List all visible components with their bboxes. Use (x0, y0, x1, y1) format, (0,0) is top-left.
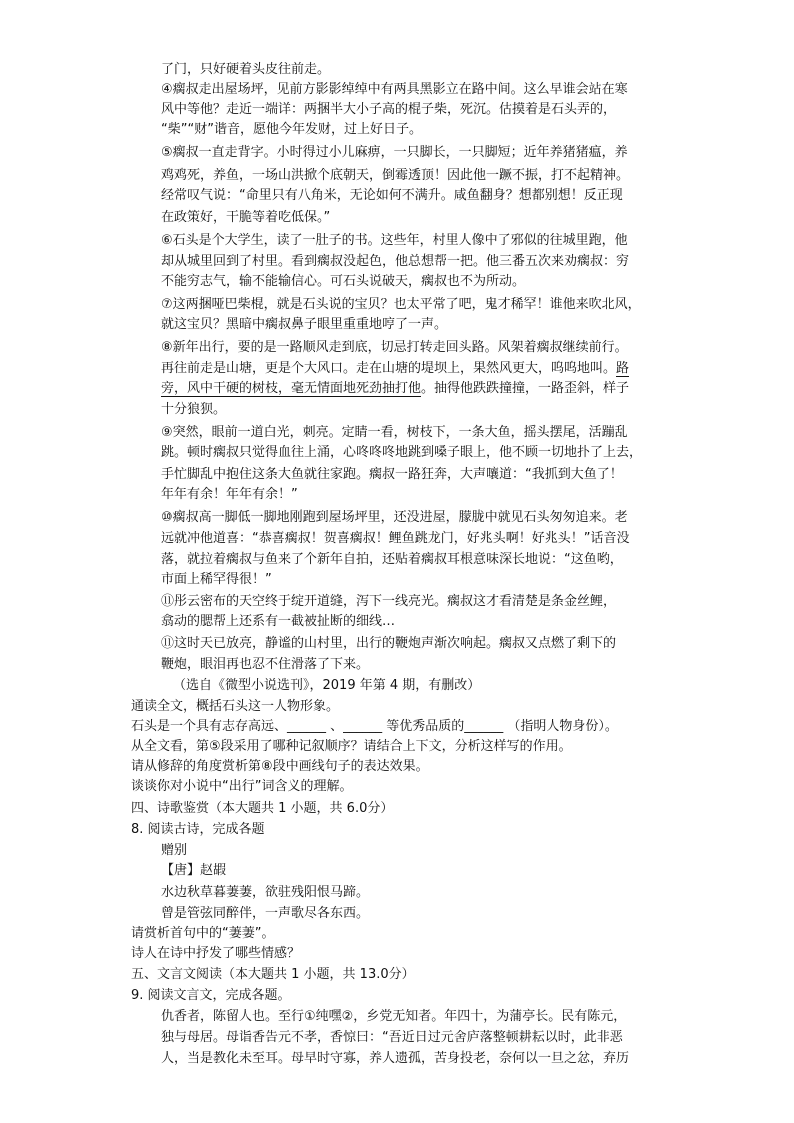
question-8: 8. 阅读古诗，完成各题 (131, 822, 265, 837)
text-line: 跳。顿时瘸叔只觉得血往上涌，心咚咚咚地跳到嗓子眼上，他不顾一切地扑了上去， (161, 445, 643, 460)
paragraph-6: ⑥石头是个大学生，读了一肚子的书。这些年，村里人像中了邪似的往城里跑，他 (161, 233, 628, 248)
text-line: 鸡鸡死，养鱼，一场山洪掀个底朝天，倒霉透顶！因此他一蹶不振，打不起精神。 (161, 168, 630, 183)
text-line: 年年有余！年年有余！” (161, 487, 298, 502)
poem-title: 赠别 (161, 843, 188, 858)
question-8-2: 诗人在诗中抒发了哪些情感？ (131, 946, 301, 961)
text-line: 却从城里回到了村里。看到瘸叔没起色，他总想帮一把。他三番五次来劝瘸叔：穷 (161, 254, 630, 269)
paragraph-4: ④瘸叔走出屋场坪，见前方影影绰绰中有两具黑影立在路中间。这么早谁会站在寒 (161, 82, 628, 97)
question-3: 请从修辞的角度赏析第⑧段中画线句子的表达效果。 (131, 759, 429, 774)
classical-text-line: 人，当是教化未至耳。母早时守寡，养人遗孤，苦身投老，奈何以一旦之忿，弃历 (161, 1051, 630, 1066)
text-line: 不能穷志气，输不能输信心。可石头说破天，瘸叔也不为所动。 (161, 274, 526, 289)
paragraph-8: ⑧新年出行，要的是一路顺风走到底，切忌打转走回头路。风架着瘸叔继续前行。 (161, 340, 628, 355)
question-9: 9. 阅读文言文，完成各题。 (131, 988, 291, 1003)
question-2: 从全文看，第⑤段采用了哪种记叙顺序？请结合上下文，分析这样写的作用。 (131, 739, 572, 754)
paragraph-10: ⑩瘸叔高一脚低一脚地刚跑到屋场坪里，还没进屋，朦胧中就见石头匆匆追来。老 (161, 510, 628, 525)
text-line: 了门，只好硬着头皮往前走。 (161, 62, 331, 77)
text-line: “柴”“财”谐音，愿他今年发财，过上好日子。 (161, 122, 422, 137)
question-1: 通读全文，概括石头这一人物形象。 (131, 699, 340, 714)
text-line: 落，就拉着瘸叔与鱼来了个新年自拍，还贴着瘸叔耳根意味深长地说：“这鱼哟， (161, 552, 623, 567)
text-line: 再往前走是山塘，更是个大风口。走在山塘的堤坝上，果然风更大，呜呜地叫。路 (161, 361, 630, 376)
classical-text-line: 仇香者，陈留人也。至行①纯嘿②，乡党无知者。年四十，为蒲亭长。民有陈元， (161, 1009, 627, 1024)
question-1-fill: 石头是一个具有志存高远、______ 、______ 等优秀品质的______ （指明人物身份）。 (131, 719, 618, 734)
section-heading-poetry: 四、诗歌鉴赏（本大题共 1 小题，共 6.0分） (131, 801, 394, 816)
text-span: 。抽得他跌跌撞撞，一路歪斜，样子 (421, 381, 630, 396)
poem-line: 水边秋草暮萋萋，欲驻残阳恨马蹄。 (161, 885, 370, 900)
paragraph-11: ⑪彤云密布的天空终于绽开道缝，泻下一线亮光。瘸叔这才看清楚是条金丝鲤， (161, 594, 617, 609)
underlined-sentence-start: 路 (616, 361, 630, 376)
text-line: 鞭炮，眼泪再也忍不住滑落了下来。 (161, 657, 370, 672)
text-line: 风中等他？走近一端详：两捆半大小子高的棍子柴，死沉。估摸着是石头弄的， (161, 102, 617, 117)
poem-line: 曾是管弦同醉伴，一声歌尽各东西。 (161, 906, 370, 921)
text-line: 十分狼狈。 (161, 402, 227, 417)
text-line: 经常叹气说：“命里只有八角米，无论如何不满升。咸鱼翻身？想都别想！反正现 (161, 188, 623, 203)
classical-text-line: 独与母居。母诣香告元不孝，香惊曰：“吾近日过元舍庐落整顿耕耘以时，此非恶 (161, 1030, 623, 1045)
underlined-sentence: 旁，风中干硬的树枝，毫无情面地死劲抽打他 (161, 381, 422, 396)
paragraph-9: ⑨突然，眼前一道白光，刺亮。定睛一看，树枝下，一条大鱼，摇头摆尾，活蹦乱 (161, 425, 628, 440)
paragraph-12: ⑪这时天已放亮，静谧的山村里，出行的鞭炮声渐次响起。瘸叔又点燃了剩下的 (161, 636, 617, 651)
poem-author: 【唐】赵嘏 (161, 863, 227, 878)
paragraph-7: ⑦这两捆哑巴柴棍，就是石头说的宝贝？也太平常了吧，鬼才稀罕！谁他来吹北风， (161, 297, 641, 312)
paragraph-5: ⑤瘸叔一直走背字。小时得过小儿麻痹，一只脚长，一只脚短；近年养猪猪瘟，养 (161, 145, 628, 160)
text-line: 远就冲他道喜：“恭喜瘸叔！贺喜瘸叔！鲤鱼跳龙门，好兆头啊！好兆头！”话音没 (161, 531, 630, 546)
text-line: 翕动的腮帮上还系有一截被扯断的细线… (161, 614, 396, 629)
section-heading-classical: 五、文言文阅读（本大题共 1 小题，共 13.0分） (131, 967, 415, 982)
text-line: 就这宝贝？黑暗中瘸叔鼻子眼里重重地哼了一声。 (161, 317, 448, 332)
question-8-1: 请赏析首句中的“萋萋”。 (131, 926, 275, 941)
question-4: 谈谈你对小说中“出行”词含义的理解。 (131, 779, 353, 794)
text-line: 市面上稀罕得很！” (161, 572, 272, 587)
text-line: 手忙脚乱中抱住这条大鱼就往家跑。瘸叔一路狂奔，大声嚷道：“我抓到大鱼了！ (161, 467, 623, 482)
source-note: （选自《微型小说选刊》，2019 年第 4 期，有删改） (173, 678, 481, 693)
text-line: 在政策好，干脆等着吃低保。” (161, 210, 331, 225)
underlined-sentence-line (161, 379, 629, 399)
